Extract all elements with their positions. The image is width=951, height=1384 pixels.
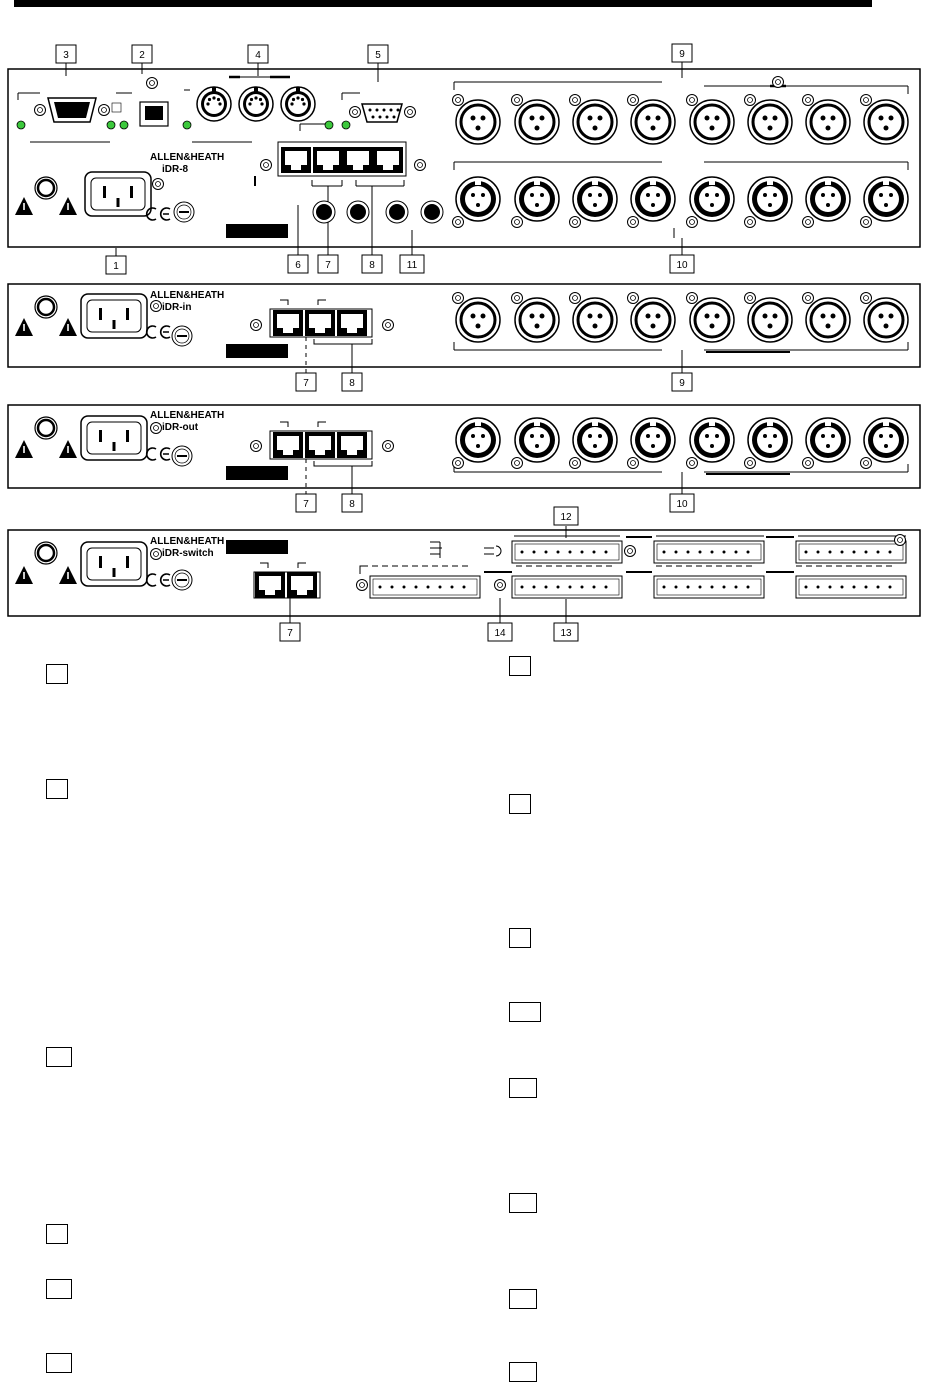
callout-13: 13 xyxy=(560,628,572,639)
description-box xyxy=(509,928,531,948)
brand-label: ALLEN&HEATH xyxy=(150,410,225,421)
description-box xyxy=(509,1193,537,1213)
description-box xyxy=(509,1362,537,1382)
model-label: iDR-in xyxy=(162,302,192,313)
callout-1: 1 xyxy=(113,261,119,272)
callout-5: 5 xyxy=(375,50,381,61)
description-box xyxy=(509,656,531,676)
unit-idr-8 xyxy=(8,44,920,274)
callout-12: 12 xyxy=(560,512,572,523)
callout-8: 8 xyxy=(349,378,355,389)
callout-7: 7 xyxy=(303,499,309,510)
callout-14: 14 xyxy=(494,628,506,639)
model-label: iDR-switch xyxy=(162,548,214,559)
callout-2: 2 xyxy=(139,50,145,61)
brand-label: ALLEN&HEATH xyxy=(150,152,225,163)
callout-8: 8 xyxy=(369,260,375,271)
unit-idr-out xyxy=(8,405,920,512)
callout-9: 9 xyxy=(679,49,685,60)
model-label: iDR-8 xyxy=(162,164,189,175)
callout-8: 8 xyxy=(349,499,355,510)
description-box xyxy=(46,1353,72,1373)
description-box xyxy=(509,1078,537,1098)
description-box xyxy=(46,664,68,684)
callout-4: 4 xyxy=(255,50,261,61)
description-box xyxy=(46,1279,72,1299)
brand-label: ALLEN&HEATH xyxy=(150,290,225,301)
description-box xyxy=(509,1002,541,1022)
callout-7: 7 xyxy=(325,260,331,271)
callout-10: 10 xyxy=(676,260,688,271)
callout-7: 7 xyxy=(303,378,309,389)
brand-label: ALLEN&HEATH xyxy=(150,536,225,547)
callout-3: 3 xyxy=(63,50,69,61)
description-box xyxy=(509,1289,537,1309)
callout-9: 9 xyxy=(679,378,685,389)
description-box xyxy=(46,779,68,799)
model-label: iDR-out xyxy=(162,422,199,433)
description-box xyxy=(509,794,531,814)
callout-7: 7 xyxy=(287,628,293,639)
callout-11: 11 xyxy=(406,260,418,271)
unit-idr-switch xyxy=(8,507,920,641)
callout-6: 6 xyxy=(295,260,301,271)
unit-idr-in xyxy=(8,284,920,391)
description-box xyxy=(46,1047,72,1067)
description-box xyxy=(46,1224,68,1244)
callout-10: 10 xyxy=(676,499,688,510)
